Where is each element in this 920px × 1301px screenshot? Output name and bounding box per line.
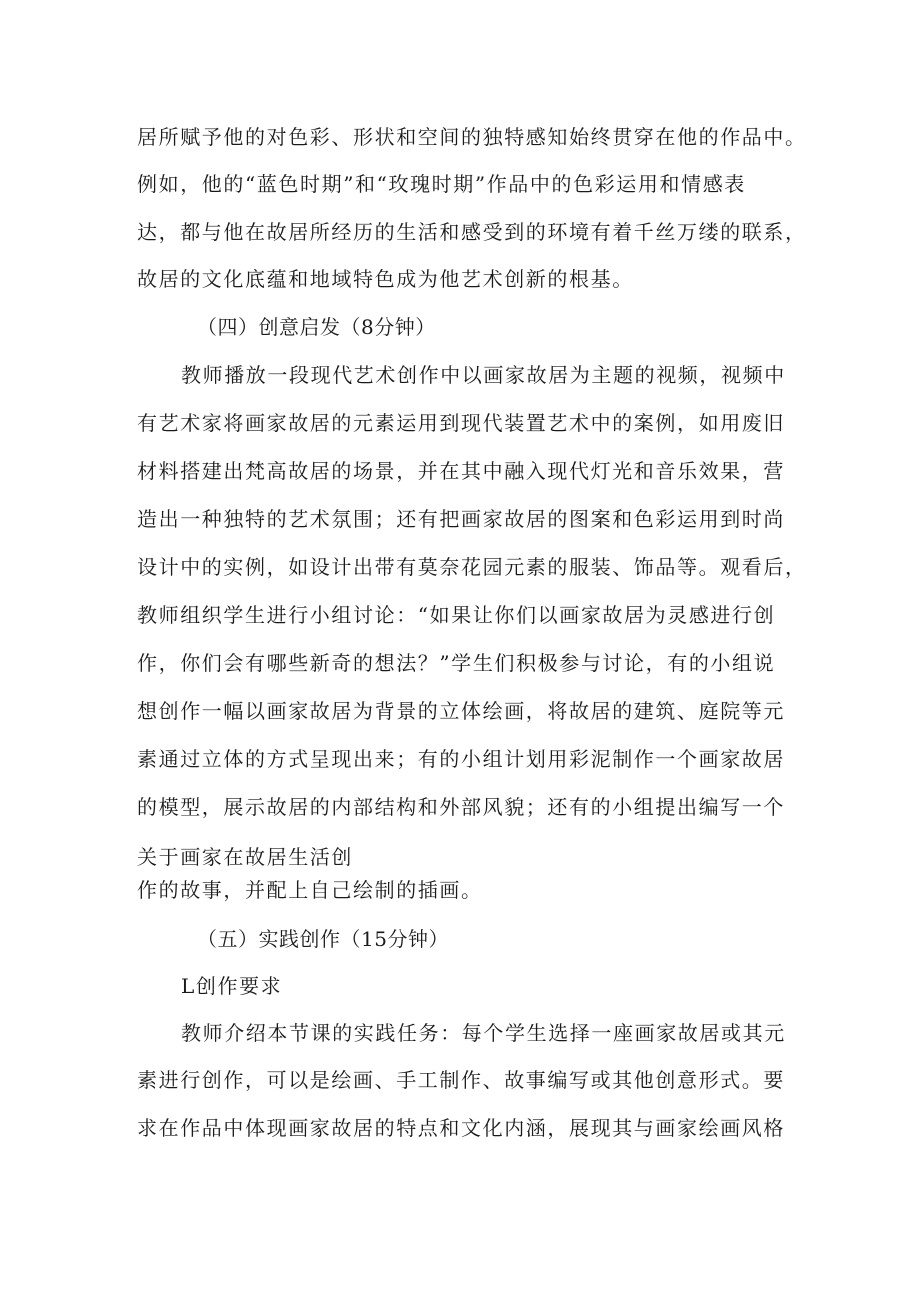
- section-heading: （四）创意启发（8分钟）: [197, 315, 436, 339]
- paragraph-line: 例如，他的“蓝色时期”和“玫瑰时期”作品中的色彩运用和情感表: [137, 172, 746, 196]
- paragraph-line: 求在作品中体现画家故居的特点和文化内涵，展现其与画家绘画风格: [137, 1116, 785, 1140]
- paragraph-line: 居所赋予他的对色彩、形状和空间的独特感知始终贯穿在他的作品中。: [137, 125, 807, 149]
- paragraph-line: 的模型，展示故居的内部结构和外部风貌；还有的小组提出编写一个: [137, 795, 785, 819]
- paragraph-line: 有艺术家将画家故居的元素运用到现代装置艺术中的案例，如用废旧: [137, 411, 785, 435]
- paragraph-line: 作，你们会有哪些新奇的想法？”学生们积极参与讨论，有的小组说: [137, 651, 776, 675]
- paragraph-line: 造出一种独特的艺术氛围；还有把画家故居的图案和色彩运用到时尚: [137, 507, 785, 531]
- paragraph-line: 教师组织学生进行小组讨论：“如果让你们以画家故居为灵感进行创: [137, 603, 776, 627]
- paragraph-line: 教师介绍本节课的实践任务：每个学生选择一座画家故居或其元: [181, 1021, 786, 1045]
- subheading: L创作要求: [181, 974, 283, 998]
- paragraph-line: 故居的文化底蕴和地域特色成为他艺术创新的根基。: [137, 267, 634, 291]
- paragraph-line: 达，都与他在故居所经历的生活和感受到的环境有着千丝万缕的联系，: [137, 220, 807, 244]
- paragraph-line: 材料搭建出梵高故居的场景，并在其中融入现代灯光和音乐效果，营: [137, 459, 785, 483]
- paragraph-line: 设计中的实例，如设计出带有莫奈花园元素的服装、饰品等。观看后，: [137, 555, 807, 579]
- section-heading: （五）实践创作（15分钟）: [197, 927, 449, 951]
- paragraph-line: 想创作一幅以画家故居为背景的立体绘画，将故居的建筑、庭院等元: [137, 699, 785, 723]
- paragraph-line: 素通过立体的方式呈现出来；有的小组计划用彩泥制作一个画家故居: [137, 747, 785, 771]
- paragraph-line: 素进行创作，可以是绘画、手工制作、故事编写或其他创意形式。要: [137, 1068, 785, 1092]
- paragraph-line: 关于画家在故居生活创: [137, 845, 353, 869]
- paragraph-line: 作的故事，并配上自己绘制的插画。: [137, 878, 483, 902]
- paragraph-line: 教师播放一段现代艺术创作中以画家故居为主题的视频，视频中: [181, 363, 786, 387]
